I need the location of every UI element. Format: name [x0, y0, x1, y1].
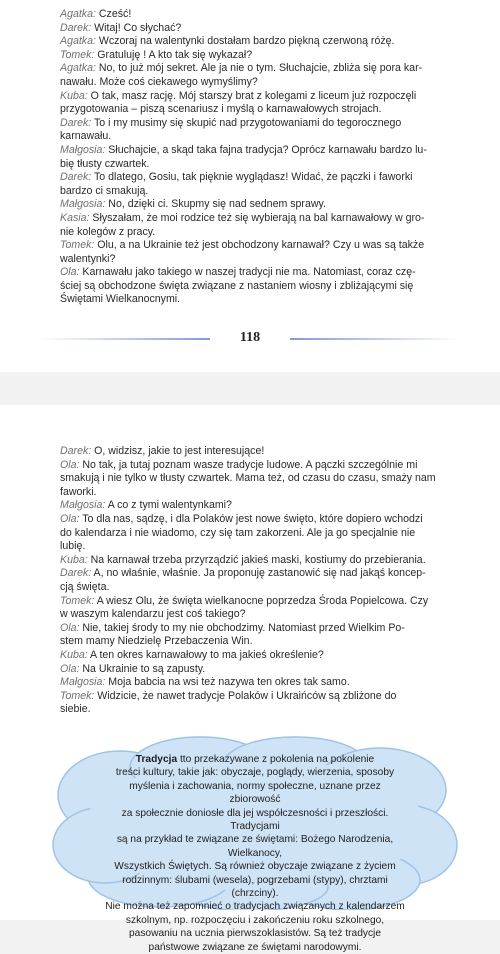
dialogue-text: nawału. Może coś ciekawego wymyślimy? [60, 75, 258, 88]
dialogue-line [60, 103, 468, 117]
dialogue-line [60, 486, 468, 500]
book-page-118 [0, 0, 500, 372]
dialogue-line [60, 595, 468, 609]
definition-cloud [50, 735, 460, 953]
dialogue-line [60, 649, 468, 663]
dialogue-text: do kalendarza i nie wiadomo, czy się tam zakorzeni. Ale ja go specjalnie nie [60, 526, 416, 539]
definition-term: Tradycja [135, 754, 178, 765]
definition-line: rodzinnym: ślubami (wesela), pogrzebami (stypy), chrztami (chrzciny). [122, 874, 388, 900]
speaker-name: Ola: [60, 266, 80, 279]
speaker-name: Tomek: [60, 689, 95, 702]
dialogue-line [60, 472, 468, 486]
dialogue-text: walentynki? [60, 252, 116, 265]
dialogue-line [60, 663, 468, 677]
speaker-name: Małgosia: [60, 499, 106, 512]
definition-line: Wszystkich Świętych. Są również obyczaje związane z życiem [114, 861, 396, 873]
dialogue-text: O tak, masz rację. Mój starszy brat z kolegami z liceum już rozpoczęli [87, 89, 417, 102]
definition-line: państwowe związane ze świętami narodowymi. [148, 941, 362, 953]
dialogue-page-119 [60, 445, 468, 717]
definition-line: Nie można też zapomnieć o tradycjach związanych z kalendarzem [105, 901, 405, 913]
speaker-name: Małgosia: [60, 676, 106, 689]
dialogue-text: Słuchajcie, a skąd taka fajna tradycja? Oprócz karnawału bardzo lu- [105, 143, 427, 156]
dialogue-line [60, 567, 468, 581]
speaker-name: Ola: [60, 512, 80, 525]
dialogue-line [60, 76, 468, 90]
dialogue-line [60, 266, 468, 280]
dialogue-text: Witaj! Co słychać? [91, 21, 182, 34]
dialogue-text: No, to już mój sekret. Ale ja nie o tym. Słuchajcie, zbliża się pora kar- [95, 62, 423, 75]
speaker-name: Darek: [60, 445, 92, 457]
dialogue-line [60, 239, 468, 253]
speaker-name: Tomek: [60, 48, 95, 61]
dialogue-text: A ten okres karnawałowy to ma jakieś określenie? [87, 648, 324, 661]
speaker-name: Agatka: [60, 35, 96, 48]
dialogue-text: Karnawału jako takiego w naszej tradycji nie ma. Natomiast, coraz czę- [79, 266, 416, 279]
dialogue-text: No tak, ja tutaj poznam wasze tradycje ludowe. A pączki szczególnie mi [79, 458, 418, 471]
dialogue-line [60, 703, 468, 717]
dialogue-line [60, 676, 468, 690]
dialogue-page-118 [60, 8, 468, 307]
speaker-name: Kasia: [60, 211, 90, 224]
definition-line: treści kultury, takie jak: obyczaje, poglądy, wierzenia, sposoby [115, 767, 395, 779]
page-number: 118 [239, 330, 261, 345]
speaker-name: Kuba: [60, 648, 88, 661]
dialogue-text: Na karnawał trzeba przyrządzić jakieś maski, kostiumy do przebierania. [87, 553, 426, 566]
speaker-name: Tomek: [60, 239, 95, 252]
speaker-name: Kuba: [60, 553, 88, 566]
speaker-name: Agatka: [60, 62, 96, 75]
definition-line: są na przykład te związane ze świętami: Bożego Narodzenia, Wielkanocy, [116, 834, 394, 859]
dialogue-line [60, 212, 468, 226]
dialogue-line [60, 90, 468, 104]
dialogue-line [60, 8, 468, 22]
dialogue-text: Widzicie, że nawet tradycje Polaków i Ukraińców są zbliżone do [94, 689, 397, 702]
dialogue-text: siebie. [60, 703, 91, 716]
dialogue-line [60, 690, 468, 704]
speaker-name: Kuba: [60, 89, 88, 102]
dialogue-text: Słyszałam, że moi rodzice też się wybierają na bal karnawałowy w gro- [89, 211, 425, 224]
dialogue-line [60, 198, 468, 212]
dialogue-line [60, 62, 468, 76]
dialogue-line [60, 527, 468, 541]
dialogue-line [60, 117, 468, 131]
dialogue-line [60, 622, 468, 636]
dialogue-line [60, 158, 468, 172]
dialogue-text: lubię. [60, 540, 86, 553]
dialogue-line [60, 445, 468, 459]
speaker-name: Darek: [60, 21, 92, 34]
dialogue-line [60, 459, 468, 473]
speaker-name: Ola: [60, 621, 80, 634]
dialogue-line [60, 280, 468, 294]
dialogue-line [60, 49, 468, 63]
dialogue-text: w waszym kalendarzu jest coś takiego? [60, 608, 246, 621]
definition-line: Tradycja tto przekazywane z pokolenia na pokolenie [135, 754, 375, 765]
speaker-name: Agatka: [60, 8, 96, 20]
dialogue-line [60, 635, 468, 649]
dialogue-text: Wczoraj na walentynki dostałam bardzo piękną czerwoną różę. [95, 35, 395, 48]
definition-line: szkolnym, np. rozpoczęciu i zakończeniu roku szkolnego, [125, 914, 385, 926]
dialogue-line [60, 226, 468, 240]
dialogue-text: Gratuluję ! A kto tak się wykazał? [94, 48, 253, 61]
dialogue-text: Cześć! [95, 8, 132, 20]
speaker-name: Ola: [60, 458, 80, 471]
dialogue-line [60, 540, 468, 554]
speaker-name: Tomek: [60, 594, 95, 607]
dialogue-text: faworki. [60, 485, 97, 498]
page-number-area [0, 329, 500, 349]
dialogue-text: smakują i nie tylko w tłusty czwartek. Mama też, od czasu do czasu, smaży nam [60, 472, 436, 485]
dialogue-text: No, dzięki ci. Skupmy się nad sednem sprawy. [105, 198, 326, 211]
dialogue-text: stem mamy Niedzielę Przebaczenia Win. [60, 635, 253, 648]
definition-line: myślenia i zachowania, normy społeczne, uznane przez zbiorowość [129, 780, 381, 806]
dialogue-text: ściej są obchodzone święta związane z nastaniem wiosny i zbliżającymi się [60, 279, 414, 292]
definition-line: pasowaniu na ucznia pierwszoklasistów. Są też tradycje [129, 928, 381, 940]
speaker-name: Małgosia: [60, 143, 106, 156]
dialogue-text: O, widzisz, jakie to jest interesujące! [91, 445, 265, 457]
dialogue-text: bardzo ci smakują. [60, 184, 149, 197]
dialogue-line [60, 22, 468, 36]
page-rule-right [290, 338, 460, 340]
dialogue-line [60, 293, 468, 307]
dialogue-text: Świętami Wielkanocnymi. [60, 293, 181, 306]
dialogue-text: A co z tymi walentynkami? [105, 499, 232, 512]
dialogue-text: Moja babcia na wsi też nazywa ten okres tak samo. [105, 676, 350, 689]
dialogue-line [60, 130, 468, 144]
speaker-name: Darek: [60, 171, 92, 184]
dialogue-line [60, 608, 468, 622]
dialogue-line [60, 253, 468, 267]
dialogue-line [60, 554, 468, 568]
definition-line: za społecznie doniosłe dla jej współczesności i przeszłości. Tradycjami [121, 807, 389, 833]
dialogue-text: A wiesz Olu, że święta wielkanocne poprzedza Środa Popielcowa. Czy [94, 594, 429, 607]
dialogue-text: bię tłusty czwartek. [60, 157, 150, 170]
dialogue-line [60, 35, 468, 49]
dialogue-text: nie kolegów z pracy. [60, 225, 156, 238]
dialogue-text: To dlatego, Gosiu, tak pięknie wyglądasz! Widać, że pączki i faworki [91, 171, 413, 184]
dialogue-line [60, 499, 468, 513]
dialogue-line [60, 513, 468, 527]
dialogue-text: przygotowania – piszą scenariusz i myślą o karnawałowych strojach. [60, 103, 382, 116]
speaker-name: Darek: [60, 116, 92, 129]
dialogue-line [60, 581, 468, 595]
dialogue-text: A, no właśnie, właśnie. Ja proponuję zastanowić się nad jakąś koncep- [91, 567, 426, 580]
book-page-119 [0, 405, 500, 953]
dialogue-line [60, 171, 468, 185]
dialogue-text: To dla nas, sądzę, i dla Polaków jest nowe święto, które dopiero wchodzi [79, 512, 423, 525]
speaker-name: Małgosia: [60, 198, 106, 211]
dialogue-line [60, 144, 468, 158]
dialogue-text: Na Ukrainie to są zapusty. [79, 662, 206, 675]
speaker-name: Ola: [60, 662, 80, 675]
dialogue-text: Nie, takiej środy to my nie obchodzimy. Natomiast przed Wielkim Po- [79, 621, 405, 634]
dialogue-line [60, 185, 468, 199]
speaker-name: Darek: [60, 567, 92, 580]
definition-text [105, 753, 405, 954]
dialogue-text: To i my musimy się skupić nad przygotowaniami do tegorocznego [91, 116, 402, 129]
dialogue-text: Olu, a na Ukrainie też jest obchodzony karnawał? Czy u was są także [94, 239, 425, 252]
dialogue-text: cją święta. [60, 580, 110, 593]
dialogue-text: karnawału. [60, 130, 112, 143]
